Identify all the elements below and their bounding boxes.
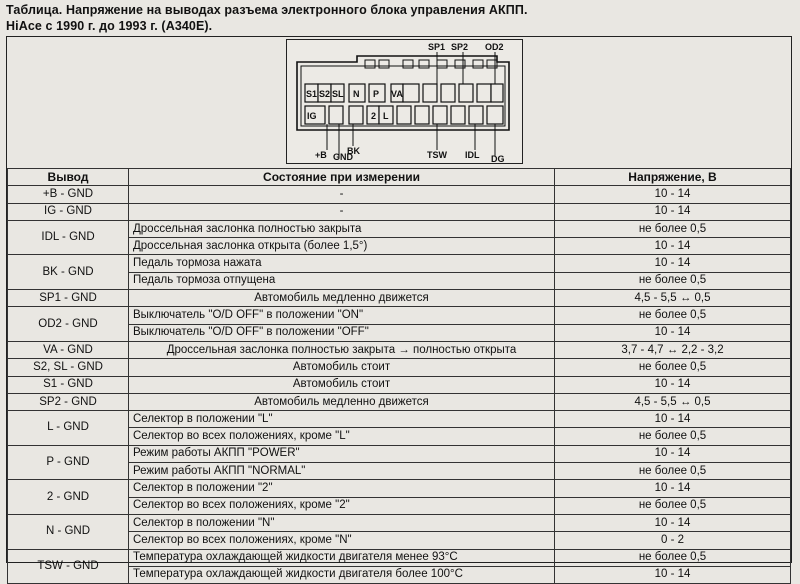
table-row — [8, 255, 791, 272]
condition-cell: - — [129, 186, 555, 203]
voltage-cell: 3,7 - 4,7 ↔ 2,2 - 3,2 — [555, 341, 791, 358]
table-header-row — [8, 169, 791, 186]
condition-cell: Селектор во всех положениях, кроме "2" — [129, 497, 555, 514]
condition-cell: Селектор во всех положениях, кроме "L" — [129, 428, 555, 445]
voltage-cell: не более 0,5 — [555, 463, 791, 480]
condition-cell: Температура охлаждающей жидкости двигателя более 100°C — [129, 566, 555, 583]
condition-cell: Выключатель "O/D OFF" в положении "OFF" — [129, 324, 555, 341]
table-row — [8, 359, 791, 376]
condition-cell: Автомобиль стоит — [129, 359, 555, 376]
pin-s2: S2 — [319, 89, 331, 99]
table-row — [8, 307, 791, 324]
condition-cell: Дроссельная заслонка открыта (более 1,5°) — [129, 238, 555, 255]
voltage-cell: 10 - 14 — [555, 480, 791, 497]
table-frame — [6, 36, 792, 581]
table-row — [8, 393, 791, 410]
voltage-cell: не более 0,5 — [555, 220, 791, 237]
voltage-cell: 10 - 14 — [555, 566, 791, 583]
table-row — [8, 411, 791, 428]
voltage-cell: 10 - 14 — [555, 324, 791, 341]
connector-row-2 — [305, 106, 503, 124]
voltage-cell: 4,5 - 5,5 ↔ 0,5 — [555, 290, 791, 307]
condition-cell: Педаль тормоза отпущена — [129, 272, 555, 289]
connector-drawing — [287, 40, 521, 162]
header-voltage: Напряжение, В — [555, 169, 791, 186]
label-dg: DG — [491, 154, 505, 162]
label-tsw: TSW — [427, 150, 447, 160]
label-sp1: SP1 — [428, 42, 446, 52]
voltage-cell: 10 - 14 — [555, 238, 791, 255]
table-row — [8, 376, 791, 393]
condition-cell: Дроссельная заслонка полностью закрыта — [129, 220, 555, 237]
voltage-cell: не более 0,5 — [555, 272, 791, 289]
table-row — [8, 514, 791, 531]
condition-cell: Выключатель "O/D OFF" в положении "ON" — [129, 307, 555, 324]
page-title — [6, 2, 528, 34]
table-row — [8, 290, 791, 307]
label-bk: BK — [347, 146, 360, 156]
voltage-cell: 10 - 14 — [555, 203, 791, 220]
table-row — [8, 186, 791, 203]
table-row — [8, 549, 791, 566]
label-sp2: SP2 — [451, 42, 469, 52]
condition-cell: Селектор в положении "2" — [129, 480, 555, 497]
voltage-cell: не более 0,5 — [555, 307, 791, 324]
pin-cell: OD2 - GND — [8, 307, 129, 342]
condition-cell: Температура охлаждающей жидкости двигателя менее 93°C — [129, 549, 555, 566]
voltage-cell: не более 0,5 — [555, 428, 791, 445]
connector-diagram — [286, 39, 523, 164]
voltage-cell: не более 0,5 — [555, 359, 791, 376]
voltage-cell: 10 - 14 — [555, 255, 791, 272]
pin-cell: L - GND — [8, 411, 129, 446]
table-row — [8, 220, 791, 237]
condition-cell: Режим работы АКПП "NORMAL" — [129, 463, 555, 480]
voltage-cell: не более 0,5 — [555, 497, 791, 514]
pin-p: P — [373, 89, 380, 99]
connector-tab-cells — [365, 60, 497, 68]
label-idl: IDL — [465, 150, 480, 160]
pin-cell: 2 - GND — [8, 480, 129, 515]
table-row — [8, 203, 791, 220]
pin-cell: N - GND — [8, 514, 129, 549]
voltage-cell: 10 - 14 — [555, 376, 791, 393]
condition-cell: Селектор во всех положениях, кроме "N" — [129, 532, 555, 549]
pin-n: N — [353, 89, 360, 99]
pin-cell: S2, SL - GND — [8, 359, 129, 376]
condition-cell: - — [129, 203, 555, 220]
voltage-cell: 4,5 - 5,5 ↔ 0,5 — [555, 393, 791, 410]
condition-cell: Автомобиль медленно движется — [129, 393, 555, 410]
title-line-2: HiAce с 1990 г. до 1993 г. (A340E). — [6, 19, 213, 33]
header-condition: Состояние при измерении — [129, 169, 555, 186]
pin-cell: VA - GND — [8, 341, 129, 358]
pin-va: VA — [391, 89, 403, 99]
pin-sl: SL — [332, 89, 344, 99]
pin-cell: IDL - GND — [8, 220, 129, 255]
voltage-cell: 10 - 14 — [555, 186, 791, 203]
condition-cell: Автомобиль стоит — [129, 376, 555, 393]
pin-2: 2 — [371, 111, 377, 121]
pin-cell: SP2 - GND — [8, 393, 129, 410]
table-row — [8, 341, 791, 358]
voltage-table — [7, 168, 791, 584]
voltage-cell: не более 0,5 — [555, 549, 791, 566]
condition-cell: Педаль тормоза нажата — [129, 255, 555, 272]
table-row — [8, 445, 791, 462]
condition-cell: Автомобиль медленно движется — [129, 290, 555, 307]
table-row — [8, 480, 791, 497]
label-gnd: GND — [333, 152, 353, 162]
pin-cell: IG - GND — [8, 203, 129, 220]
pin-cell: +B - GND — [8, 186, 129, 203]
pin-ig: IG — [307, 111, 317, 121]
pin-l: L — [383, 111, 389, 121]
header-pin: Вывод — [8, 169, 129, 186]
condition-cell: Селектор в положении "N" — [129, 514, 555, 531]
pin-s1: S1 — [306, 89, 318, 99]
label-od2: OD2 — [485, 42, 504, 52]
condition-cell: Режим работы АКПП "POWER" — [129, 445, 555, 462]
voltage-cell: 0 - 2 — [555, 532, 791, 549]
pin-cell: TSW - GND — [8, 549, 129, 584]
condition-cell: Дроссельная заслонка полностью закрыта → полностью открыта — [129, 341, 555, 358]
label-plus-b: +B — [315, 150, 327, 160]
voltage-cell: 10 - 14 — [555, 445, 791, 462]
pin-cell: SP1 - GND — [8, 290, 129, 307]
voltage-cell: 10 - 14 — [555, 411, 791, 428]
title-line-1: Таблица. Напряжение на выводах разъема электронного блока управления АКПП. — [6, 3, 528, 17]
voltage-cell: 10 - 14 — [555, 514, 791, 531]
pin-cell: BK - GND — [8, 255, 129, 290]
table-body — [8, 186, 791, 584]
diagram-area — [7, 37, 790, 169]
pin-cell: P - GND — [8, 445, 129, 480]
condition-cell: Селектор в положении "L" — [129, 411, 555, 428]
pin-cell: S1 - GND — [8, 376, 129, 393]
